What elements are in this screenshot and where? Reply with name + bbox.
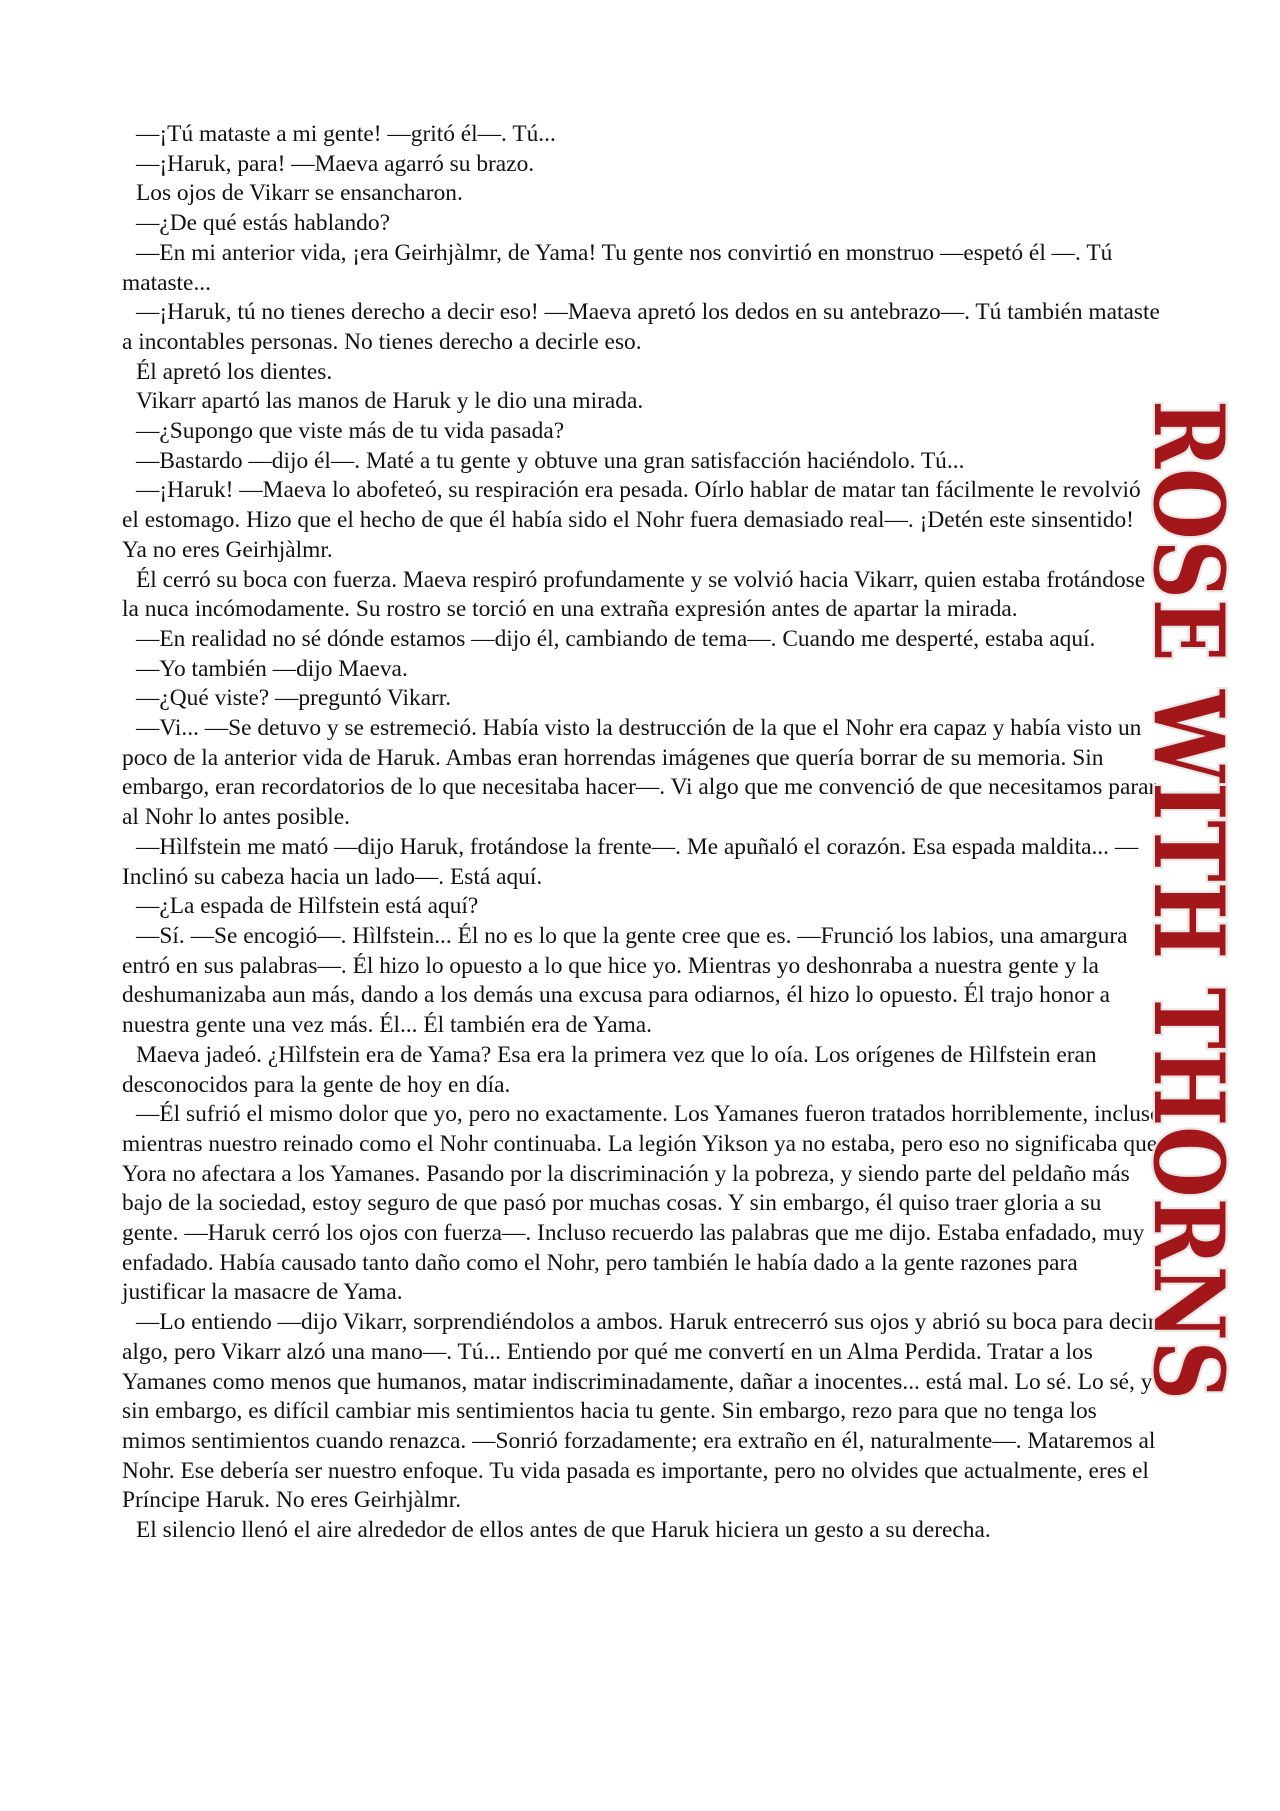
paragraph: —Yo también —dijo Maeva. xyxy=(136,655,408,682)
paragraph: —En realidad no sé dónde estamos —dijo él, cambiando de tema—. Cuando me desperté, estaba aquí. xyxy=(136,625,1096,652)
paragraph: —Sí. —Se encogió—. Hìlfstein... Él no es lo que la gente cree que es. —Frunció los labios, una amargura entró en sus palabras—. Él hizo lo opuesto a lo que hice yo. Mientras yo deshonraba a nuestra gente y la deshumanizaba aun más, dando a los demás una excusa para odiarnos, él hizo lo opuesto. Él trajo honor a nuestra gente una vez más. Él... Él también era de Yama. xyxy=(122,922,1128,1039)
paragraph: Él apretó los dientes. xyxy=(136,358,333,385)
paragraph: —Vi... —Se detuvo y se estremeció. Había visto la destrucción de la que el Nohr era capaz y había visto un poco de la anterior vida de Haruk. Ambas eran horrendas imágenes que quería borrar de su memoria. Sin embargo, eran recordatorios de lo que necesitaba hacer—. Vi algo que me convenció de que necesitamos parar al Nohr lo antes posible. xyxy=(122,715,1157,831)
paragraph: Maeva jadeó. ¿Hìlfstein era de Yama? Esa era la primera vez que lo oía. Los orígenes de Hìlfstein eran desconocidos para la gente de hoy en día. xyxy=(122,1041,1097,1098)
paragraph: —¿La espada de Hìlfstein está aquí? xyxy=(136,893,479,920)
paragraph: —En mi anterior vida, ¡era Geirhjàlmr, de Yama! Tu gente nos convirtió en monstruo —espetó él —. Tú mataste... xyxy=(122,239,1113,296)
paragraph: —Lo entiendo —dijo Vikarr, sorprendiéndolos a ambos. Haruk entrecerró sus ojos y abrió su boca para decir algo, pero Vikarr alzó una mano—. Tú... Entiendo por qué me convertí en un Alma Perdida. Tratar a los Yamanes como menos que humanos, matar indiscriminadamente, dañar a inocentes... está mal. Lo sé. Lo sé, y sin embargo, es difícil cambiar mis sentimientos hacia tu gente. Sin embargo, rezo para que no tenga los mimos sentimientos cuando renazca. —Sonrió forzadamente; era extraño en él, naturalmente—. Mataremos al Nohr. Ese debería ser nuestro enfoque. Tu vida pasada es importante, pero no olvides que actualmente, eres el Príncipe Haruk. No eres Geirhjàlmr. xyxy=(122,1309,1156,1514)
paragraph: —Él sufrió el mismo dolor que yo, pero no exactamente. Los Yamanes fueron tratados horriblemente, incluso mientras nuestro reinado como el Nohr continuaba. La legión Yikson ya no estaba, pero eso no significaba que Yora no afectara a los Yamanes. Pasando por la discriminación y la pobreza, y siendo parte del peldaño más bajo de la sociedad, estoy seguro de que pasó por muchas cosas. Y sin embargo, él quiso traer gloria a su gente. —Haruk cerró los ojos con fuerza—. Incluso recuerdo las palabras que me dijo. Estaba enfadado, muy enfadado. Había causado tanto daño como el Nohr, pero también le había dado a la gente razones para justificar la masacre de Yama. xyxy=(122,1101,1162,1306)
watermark-text: ROSE WITH THORNS xyxy=(1132,400,1246,1571)
paragraph: Él cerró su boca con fuerza. Maeva respiró profundamente y se volvió hacia Vikarr, quien estaba frotándose la nuca incómodamente. Su rostro se torció en una extraña expresión antes de apartar la mirada. xyxy=(122,566,1146,623)
paragraph: —Hìlfstein me mató —dijo Haruk, frotándose la frente—. Me apuñaló el corazón. Esa espada maldita... —Inclinó su cabeza hacia un lado—. Está aquí. xyxy=(122,833,1139,890)
paragraph: —¡Haruk, tú no tienes derecho a decir eso! —Maeva apretó los dedos en su antebrazo—. Tú también mataste a incontables personas. No tienes derecho a decirle eso. xyxy=(122,299,1160,355)
paragraph: Los ojos de Vikarr se ensancharon. xyxy=(136,180,463,207)
watermark-logo xyxy=(1132,395,1278,1571)
paragraph: —Bastardo —dijo él—. Maté a tu gente y obtuve una gran satisfacción haciéndolo. Tú... xyxy=(136,447,965,474)
paragraph: —¡Tú mataste a mi gente! —gritó él—. Tú... xyxy=(136,121,556,147)
paragraph: —¡Haruk! —Maeva lo abofeteó, su respiración era pesada. Oírlo hablar de matar tan fácilmente le revolvió el estomago. Hizo que el hecho de que él había sido el Nohr fuera demasiado real—. ¡Detén este sinsentido! Ya no eres Geirhjàlmr. xyxy=(122,477,1141,563)
paragraph: —¡Haruk, para! —Maeva agarró su brazo. xyxy=(136,150,535,177)
paragraph: —¿Supongo que viste más de tu vida pasada? xyxy=(136,418,565,445)
document-body xyxy=(122,120,1162,1546)
paragraph: —¿Qué viste? —preguntó Vikarr. xyxy=(136,685,452,712)
paragraph: —¿De qué estás hablando? xyxy=(136,210,390,237)
paragraph: Vikarr apartó las manos de Haruk y le dio una mirada. xyxy=(136,388,644,415)
paragraph: El silencio llenó el aire alrededor de ellos antes de que Haruk hiciera un gesto a su derecha. xyxy=(136,1517,991,1544)
